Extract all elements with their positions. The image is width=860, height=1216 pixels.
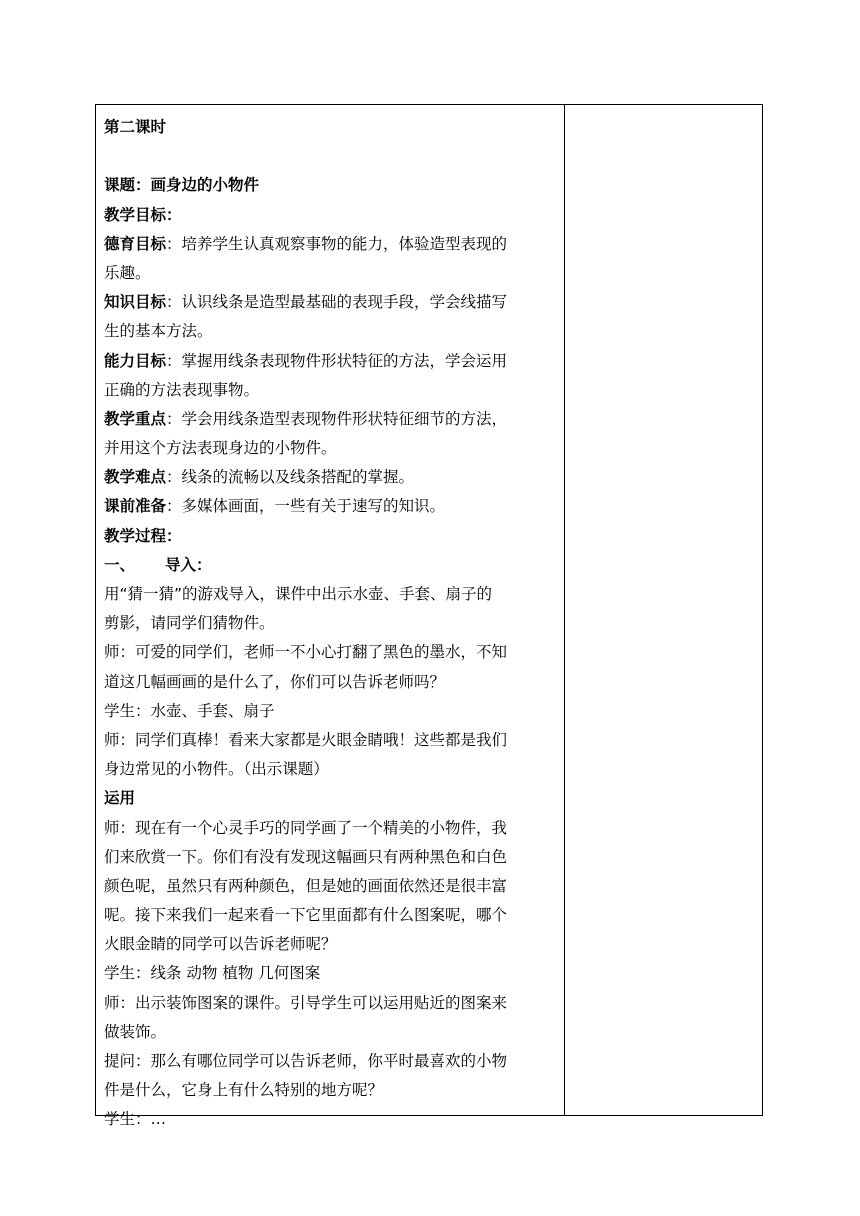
difficulty-label: 教学难点 bbox=[104, 468, 167, 487]
moral-goal-line-1 bbox=[104, 230, 556, 259]
section-one-heading bbox=[104, 551, 556, 580]
key-point-line-1 bbox=[104, 405, 556, 434]
process-heading: 教学过程： bbox=[104, 526, 182, 545]
body-line: 件是什么，它身上有什么特别的地方呢？ bbox=[104, 1081, 384, 1100]
moral-goal-line-2: 乐趣。 bbox=[104, 263, 151, 282]
preparation-line bbox=[104, 492, 556, 521]
section-one-title: 导入： bbox=[165, 555, 212, 574]
ability-goal-text: ：掌握用线条表现物件形状特征的方法，学会运用 bbox=[166, 351, 508, 370]
apply-paragraph bbox=[104, 814, 556, 1135]
moral-goal-text: ：培养学生认真观察事物的能力，体验造型表现的 bbox=[166, 234, 508, 253]
key-point-text: ：学会用线条造型表现物件形状特征细节的方法， bbox=[166, 409, 508, 428]
body-line: 用“猜一猜”的游戏导入，课件中出示水壶、手套、扇子的 bbox=[104, 585, 493, 603]
section-apply-heading: 运用 bbox=[104, 789, 136, 808]
body-line: 提问：那么有哪位同学可以告诉老师，你平时最喜欢的小物 bbox=[104, 1052, 508, 1070]
key-point-line-2: 并用这个方法表现身边的小物件。 bbox=[104, 439, 337, 458]
body-line: 呢。接下来我们一起来看一下它里面都有什么图案呢，哪个 bbox=[104, 906, 508, 925]
key-point-label: 教学重点 bbox=[104, 409, 167, 428]
knowledge-goal-line-2: 生的基本方法。 bbox=[104, 322, 213, 341]
moral-goal-label: 德育目标 bbox=[104, 234, 167, 253]
body-line: 颜色呢，虽然只有两种颜色，但是她的画面依然还是很丰富 bbox=[104, 876, 508, 895]
column-divider bbox=[564, 105, 565, 1115]
body-line: 道这几幅画画的是什么了，你们可以告诉老师吗？ bbox=[104, 672, 446, 691]
body-line: 师：现在有一个心灵手巧的同学画了一个精美的小物件，我 bbox=[104, 818, 508, 837]
intro-paragraph bbox=[104, 580, 556, 784]
body-line: 身边常见的小物件。（出示课题） bbox=[104, 760, 329, 779]
knowledge-goal-line-1 bbox=[104, 288, 556, 317]
body-line: 学生：水壶、手套、扇子 bbox=[104, 701, 275, 720]
goals-heading: 教学目标： bbox=[104, 205, 182, 224]
preparation-text: ：多媒体画面，一些有关于速写的知识。 bbox=[166, 497, 446, 516]
difficulty-line bbox=[104, 463, 556, 492]
difficulty-text: ：线条的流畅以及线条搭配的掌握。 bbox=[166, 468, 415, 487]
body-line: 做装饰。 bbox=[104, 1022, 167, 1041]
ability-goal-line-1 bbox=[104, 347, 556, 376]
section-one-number: 一、 bbox=[104, 555, 136, 574]
lesson-table bbox=[95, 104, 763, 1129]
body-line: 火眼金睛的同学可以告诉老师呢？ bbox=[104, 935, 337, 954]
body-line: 师：可爱的同学们，老师一不小心打翻了黑色的墨水，不知 bbox=[104, 643, 508, 662]
lesson-topic: 课题：画身边的小物件 bbox=[104, 176, 260, 195]
preparation-label: 课前准备 bbox=[104, 497, 167, 516]
lesson-content-cell bbox=[104, 113, 556, 1135]
knowledge-goal-label: 知识目标 bbox=[104, 293, 167, 312]
body-line: 剪影，请同学们猜物件。 bbox=[104, 614, 275, 633]
ability-goal-line-2: 正确的方法表现事物。 bbox=[104, 380, 260, 399]
body-line: 师：同学们真棒！看来大家都是火眼金睛哦！这些都是我们 bbox=[104, 730, 508, 749]
knowledge-goal-text: ：认识线条是造型最基础的表现手段，学会线描写 bbox=[166, 293, 508, 312]
body-line: 学生：… bbox=[104, 1110, 167, 1129]
ability-goal-label: 能力目标 bbox=[104, 351, 167, 370]
body-line: 学生：线条 动物 植物 几何图案 bbox=[104, 964, 321, 983]
body-line: 师：出示装饰图案的课件。引导学生可以运用贴近的图案来 bbox=[104, 993, 508, 1012]
blank-line bbox=[104, 142, 556, 171]
lesson-header: 第二课时 bbox=[104, 118, 167, 136]
body-line: 们来欣赏一下。你们有没有发现这幅画只有两种黑色和白色 bbox=[104, 847, 508, 866]
